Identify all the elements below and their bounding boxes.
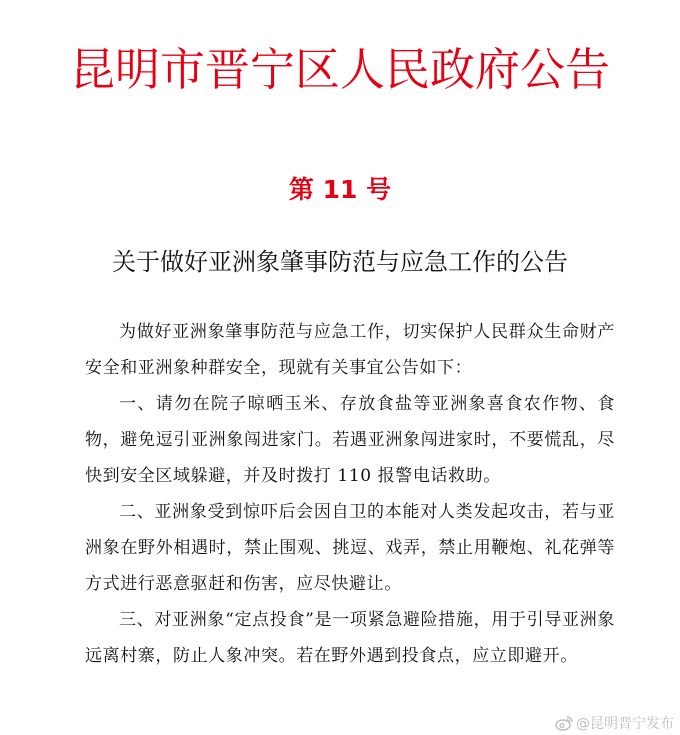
document-number: 第 11 号 [288, 175, 392, 204]
announcement-body [85, 314, 615, 674]
announcement-title: 关于做好亚洲象肇事防范与应急工作的公告 [112, 248, 568, 276]
weibo-watermark [555, 713, 674, 733]
body-paragraph-1: 一、请勿在院子晾晒玉米、存放食盐等亚洲象喜食农作物、食物，避免逗引亚洲象闯进家门。若遇亚洲象闯进家时，不要慌乱，尽快到安全区域躲避，并及时拨打 110 报警电话救助。 [85, 394, 615, 486]
watermark-text: @昆明晋宁发布 [576, 716, 674, 732]
weibo-icon [555, 716, 573, 731]
body-paragraph-intro: 为做好亚洲象肇事防范与应急工作，切实保护人民群众生命财产安全和亚洲象种群安全，现就有关事宜公告如下： [85, 322, 615, 378]
body-paragraph-3: 三、对亚洲象“定点投食”是一项紧急避险措施，用于引导亚洲象远离村寨，防止人象冲突。若在野外遇到投食点，应立即避开。 [85, 610, 615, 666]
body-paragraph-2: 二、亚洲象受到惊吓后会因自卫的本能对人类发起攻击，若与亚洲象在野外相遇时，禁止围观、挑逗、戏弄，禁止用鞭炮、礼花弹等方式进行恶意驱赶和伤害，应尽快避让。 [85, 502, 615, 594]
issuer-heading: 昆明市晋宁区人民政府公告 [69, 43, 610, 96]
